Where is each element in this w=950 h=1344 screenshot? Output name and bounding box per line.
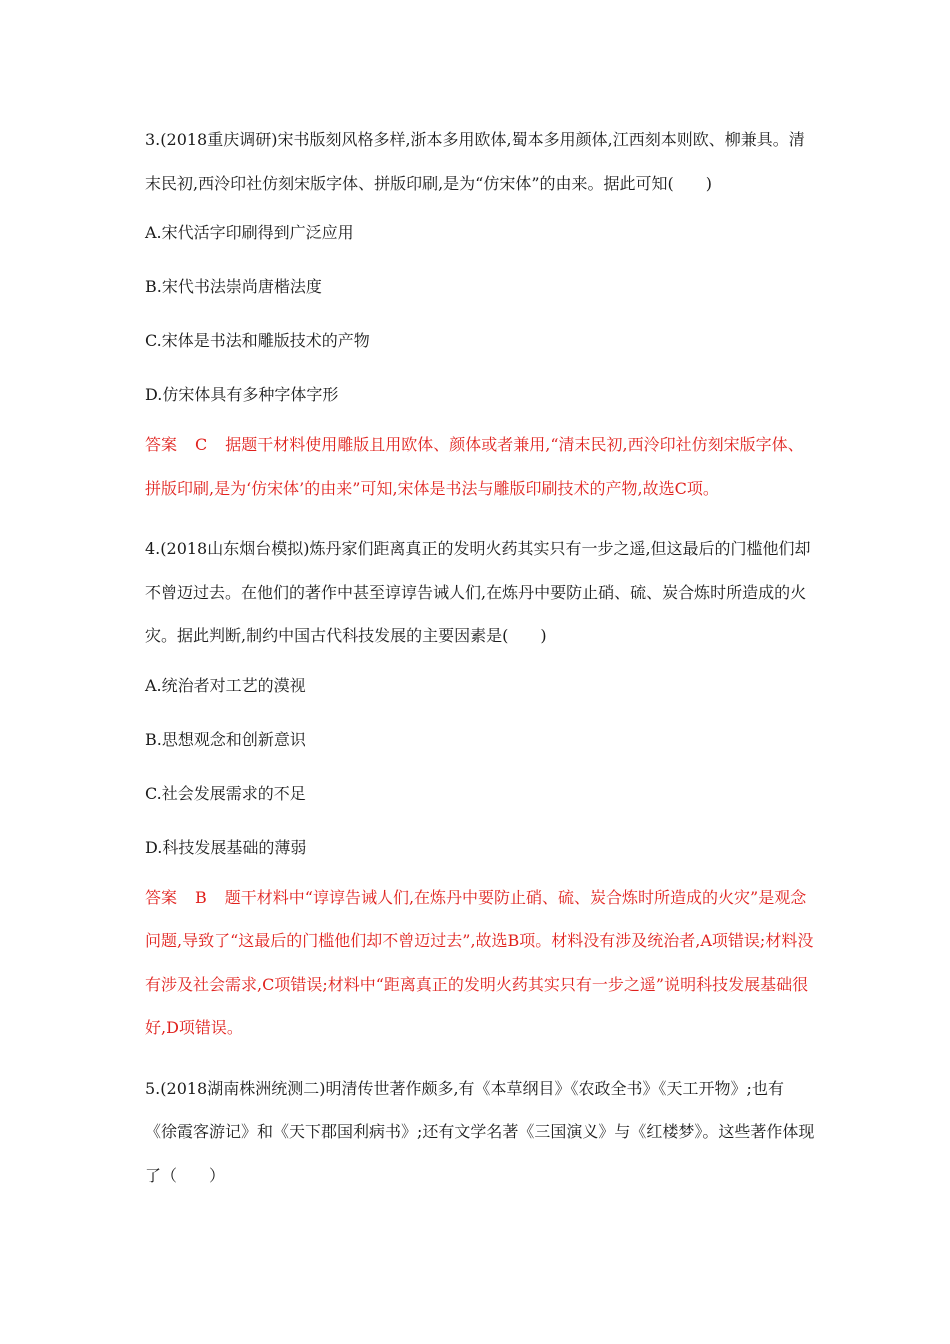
question-list (145, 118, 815, 1197)
question-stem: 4.(2018山东烟台模拟)炼丹家们距离真正的发明火药其实只有一步之遥,但这最后的门槛他们却不曾迈过去。在他们的著作中甚至谆谆告诫人们,在炼丹中要防止硝、硫、炭合炼时所造成的火灾。据此判断,制约中国古代科技发展的主要因素是( ) (145, 539, 811, 645)
answer-label: 答案 (145, 435, 178, 454)
option-a: A.宋代活字印刷得到广泛应用 (145, 223, 354, 242)
option-a: A.统治者对工艺的漠视 (145, 675, 306, 695)
option-d: D.科技发展基础的薄弱 (145, 837, 307, 857)
answer-label: 答案 (145, 887, 178, 907)
answer-explanation (145, 876, 815, 1050)
answer-letter: C (195, 435, 208, 454)
option-c: C.宋体是书法和雕版技术的产物 (145, 331, 370, 350)
answer-explanation (145, 423, 815, 510)
question-3 (145, 118, 815, 510)
question-5 (145, 1067, 815, 1198)
question-stem: 5.(2018湖南株洲统测二)明清传世著作颇多,有《本草纲目》《农政全书》《天工开物》;也有《徐霞客游记》和《天下郡国利病书》;还有文学名著《三国演义》与《红楼梦》。这些著作体现了（ ） (145, 1078, 815, 1185)
question-stem: 3.(2018重庆调研)宋书版刻风格多样,浙本多用欧体,蜀本多用颜体,江西刻本则欧、柳兼具。清末民初,西泠印社仿刻宋版字体、拼版印刷,是为“仿宋体”的由来。据此可知( ) (145, 130, 805, 193)
question-4 (145, 527, 815, 1050)
answer-letter: B (195, 887, 207, 907)
option-b: B.宋代书法崇尚唐楷法度 (145, 277, 322, 296)
option-d: D.仿宋体具有多种字体字形 (145, 385, 339, 404)
option-c: C.社会发展需求的不足 (145, 783, 306, 803)
option-b: B.思想观念和创新意识 (145, 729, 306, 749)
answer-text: 题干材料中“谆谆告诫人们,在炼丹中要防止硝、硫、炭合炼时所造成的火灾”是观念问题,导致了“这最后的门槛他们却不曾迈过去”,故选B项。材料没有涉及统治者,A项错误;材料没有涉及社会需求,C项错误;材料中“距离真正的发明火药其实只有一步之遥”说明科技发展基础很好,D项错误。 (145, 887, 814, 1037)
answer-text: 据题干材料使用雕版且用欧体、颜体或者兼用,“清末民初,西泠印社仿刻宋版字体、拼版印刷,是为‘仿宋体’的由来”可知,宋体是书法与雕版印刷技术的产物,故选C项。 (145, 435, 804, 498)
